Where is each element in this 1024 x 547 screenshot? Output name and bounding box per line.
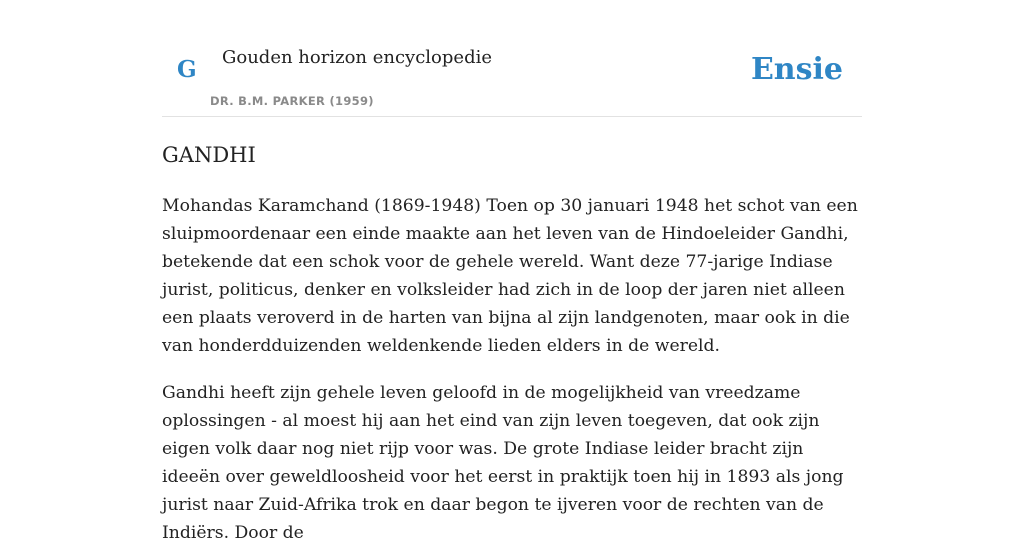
ensie-brand-logo[interactable]: Ensie [750,52,843,87]
author-credit: DR. B.M. PARKER (1959) [210,94,374,108]
entry-title: GANDHI [162,143,256,167]
header [162,0,862,117]
encyclopedia-logo[interactable]: G [177,56,197,83]
article [162,139,862,547]
article-paragraph: Mohandas Karamchand (1869-1948) Toen op 30 januari 1948 het schot van een sluipmoordenaar een einde maakte aan het leven van de Hindoeleider Gandhi, betekende dat een schok voor de gehele wereld. Want deze 77-jarige Indiase jurist, politicus, denker en volksleider had zich in de loop der jaren niet alleen een plaats veroverd in de harten van bijna al zijn landgenoten, maar ook in die van honderdduizenden weldenkende lieden elders in de wereld. [162,196,858,356]
article-paragraph: Gandhi heeft zijn gehele leven geloofd in de mogelijkheid van vreedzame oplossingen - al moest hij aan het eind van zijn leven toegeven, dat ook zijn eigen volk daar nog niet rijp voor was. De grote Indiase leider bracht zijn ideeën over geweldloosheid voor het eerst in praktijk toen hij in 1893 als jong jurist naar Zuid-Afrika trok en daar begon te ijveren voor de rechten van de Indiërs. Door de [162,383,844,543]
book-title-link[interactable]: Gouden horizon encyclopedie [222,47,492,68]
